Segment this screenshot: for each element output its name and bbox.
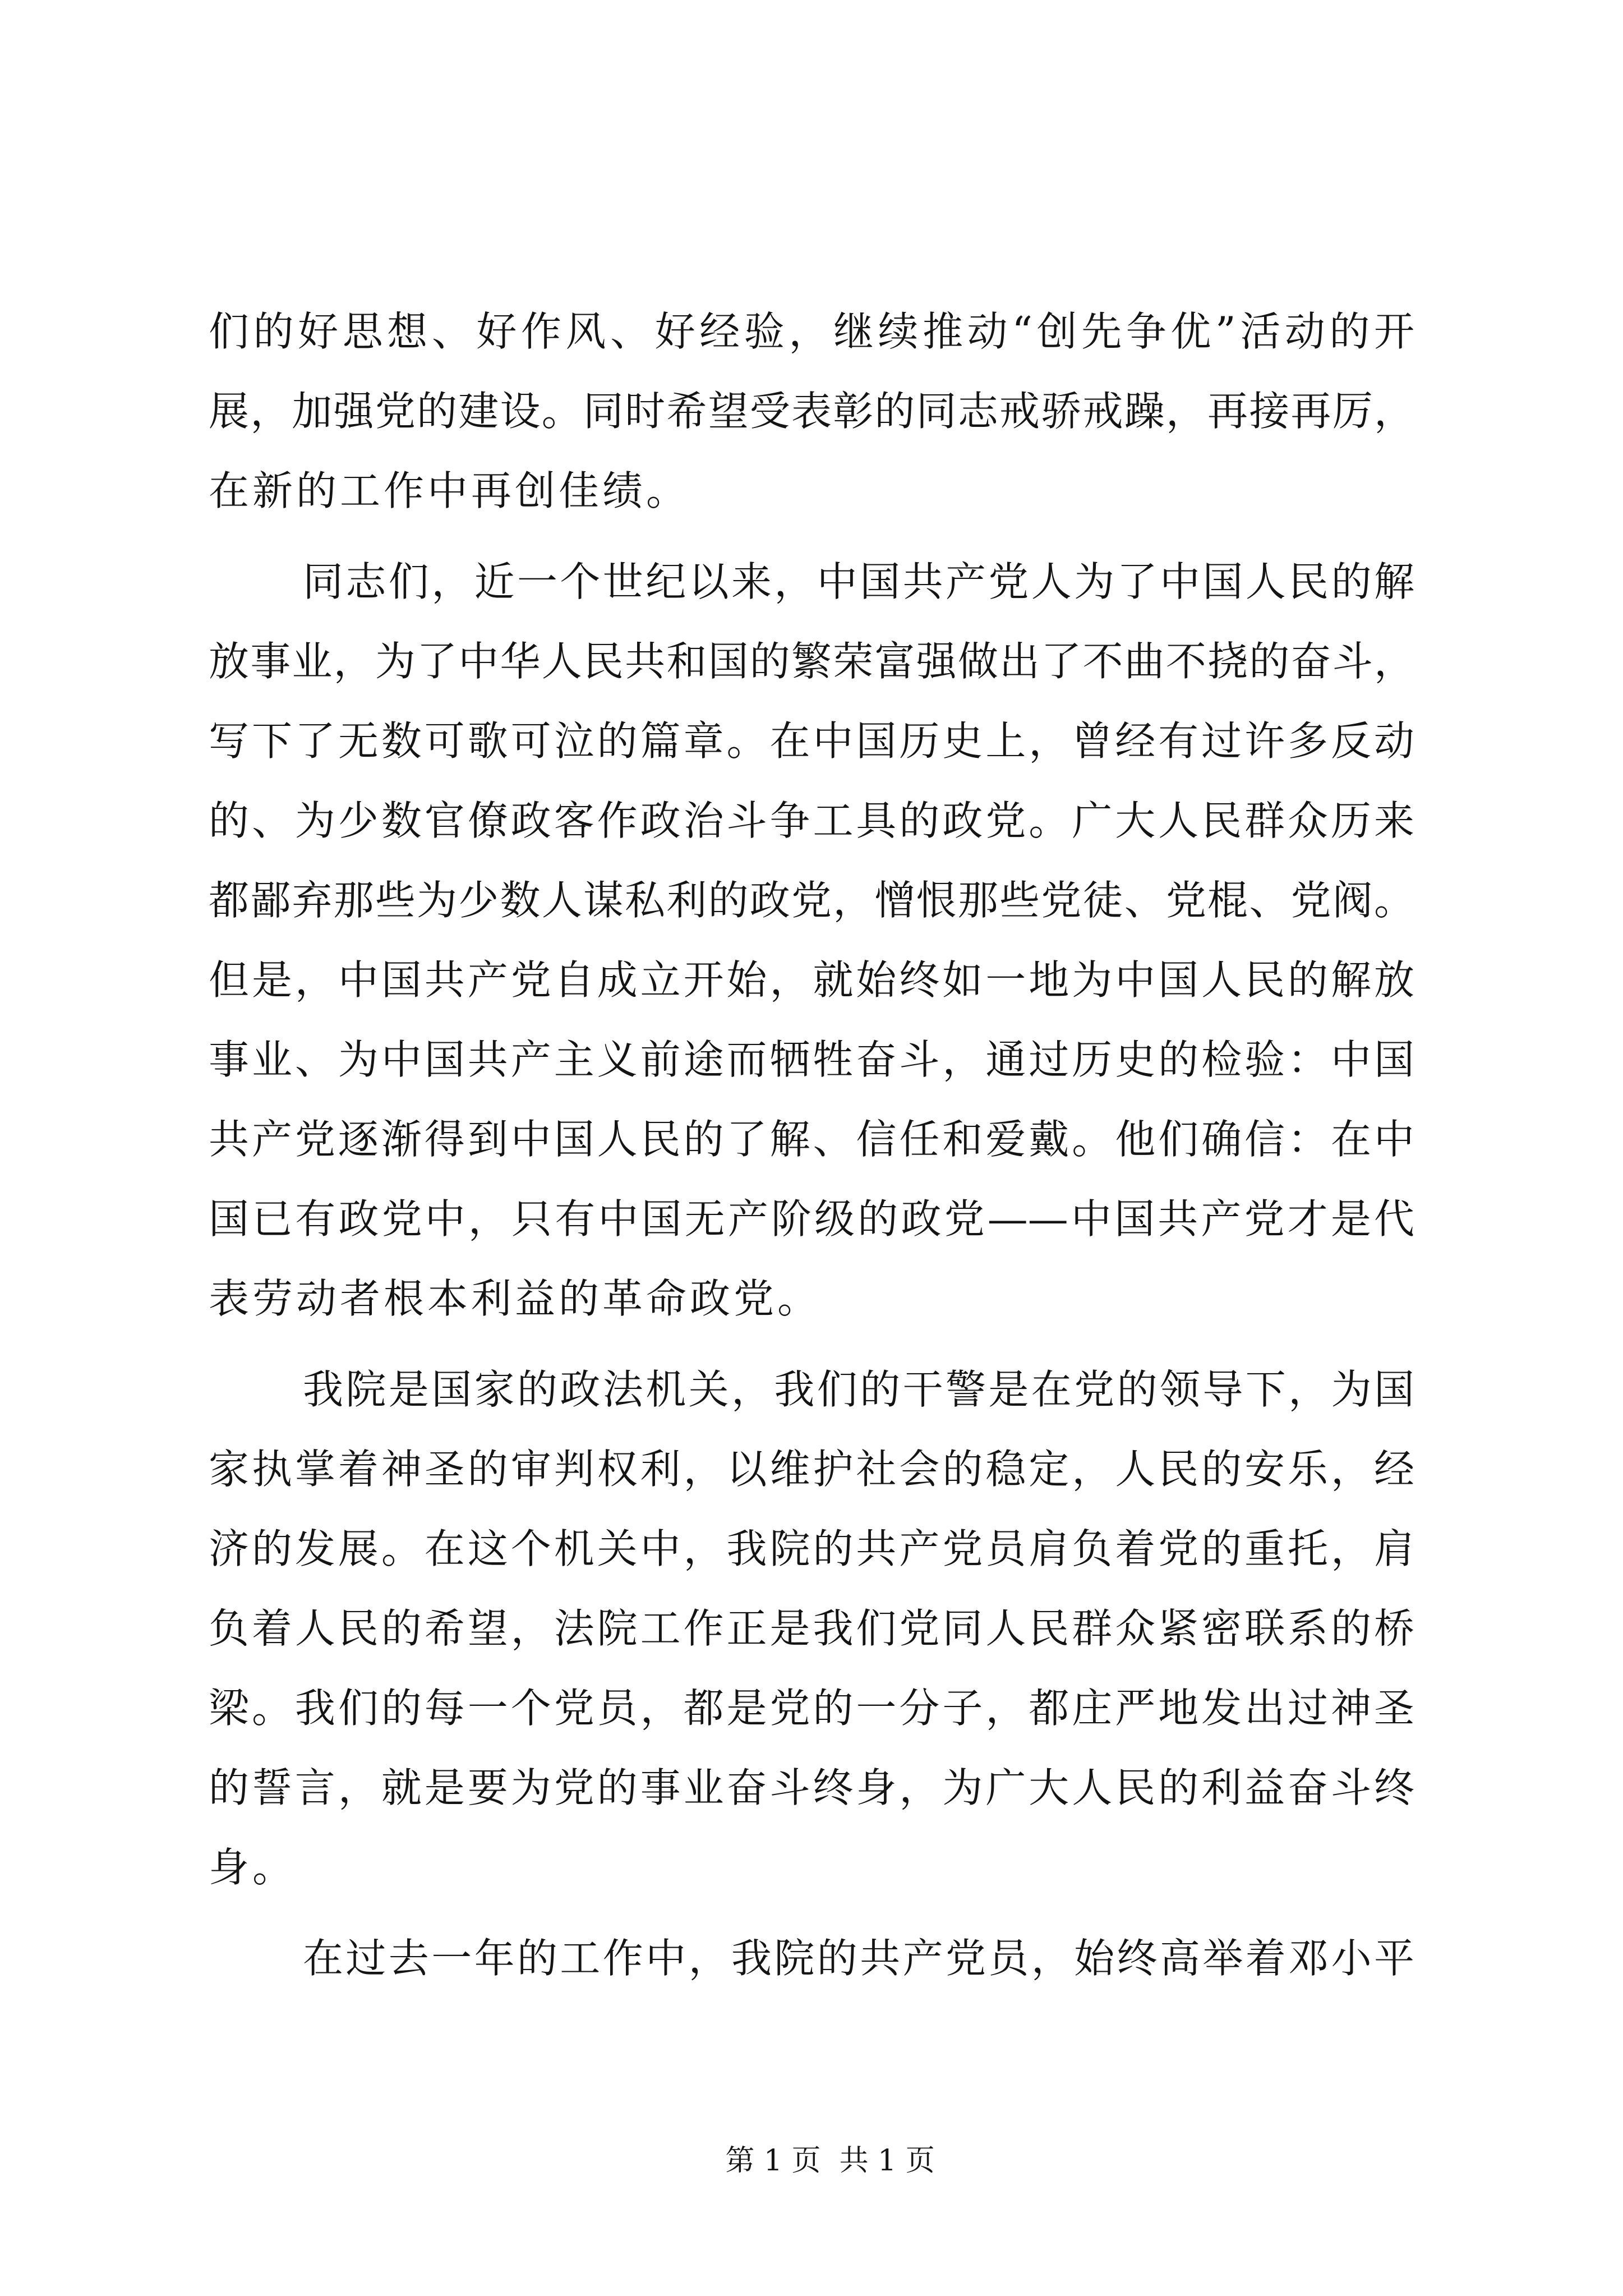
text-line: 的誓言，就是要为党的事业奋斗终身，为广大人民的利益奋斗终 xyxy=(209,1764,1414,1811)
text-line: 但是，中国共产党自成立开始，就始终如一地为中国人民的解放 xyxy=(209,956,1414,1004)
text-line: 家执掌着神圣的审判权利，以维护社会的稳定，人民的安乐，经 xyxy=(209,1446,1414,1493)
document-body xyxy=(209,292,1414,1998)
page-number-label: 第 1 页 共 1 页 xyxy=(725,2144,935,2178)
paragraph-4 xyxy=(209,1918,1414,1998)
text-line: 共产党逐渐得到中国人民的了解、信任和爱戴。他们确信：在中 xyxy=(209,1116,1414,1163)
text-line: 在过去一年的工作中，我院的共产党员，始终高举着邓小平 xyxy=(303,1935,1414,1982)
paragraph-1 xyxy=(209,292,1414,531)
text-line: 放事业，为了中华人民共和国的繁荣富强做出了不曲不挠的奋斗， xyxy=(209,638,1414,685)
text-line: 国已有政党中，只有中国无产阶级的政党——中国共产党才是代 xyxy=(209,1195,1414,1243)
text-line: 在新的工作中再创佳绩。 xyxy=(209,467,690,514)
text-line: 事业、为中国共产主义前途而牺牲奋斗，通过历史的检验：中国 xyxy=(209,1036,1414,1083)
text-line: 梁。我们的每一个党员，都是党的一分子，都庄严地发出过神圣 xyxy=(209,1685,1414,1732)
text-line: 我院是国家的政法机关，我们的干警是在党的领导下，为国 xyxy=(303,1366,1414,1413)
page-footer xyxy=(0,2093,1623,2228)
text-line: 表劳动者根本利益的革命政党。 xyxy=(209,1275,822,1322)
text-line: 写下了无数可歌可泣的篇章。在中国历史上，曾经有过许多反动 xyxy=(209,717,1414,765)
text-line: 同志们，近一个世纪以来，中国共产党人为了中国人民的解 xyxy=(303,558,1414,605)
text-line: 展，加强党的建设。同时希望受表彰的同志戒骄戒躁，再接再厉， xyxy=(209,388,1414,435)
text-line: 身。 xyxy=(209,1844,297,1891)
paragraph-3 xyxy=(209,1350,1414,1907)
text-line: 济的发展。在这个机关中，我院的共产党员肩负着党的重托，肩 xyxy=(209,1525,1414,1572)
text-line: 的、为少数官僚政客作政治斗争工具的政党。广大人民群众历来 xyxy=(209,797,1414,844)
text-line: 们的好思想、好作风、好经验，继续推动“创先争优”活动的开 xyxy=(209,308,1414,355)
text-line: 都鄙弃那些为少数人谋私利的政党，憎恨那些党徒、党棍、党阀。 xyxy=(209,877,1414,924)
text-line: 负着人民的希望，法院工作正是我们党同人民群众紧密联系的桥 xyxy=(209,1605,1414,1652)
paragraph-2 xyxy=(209,542,1414,1338)
